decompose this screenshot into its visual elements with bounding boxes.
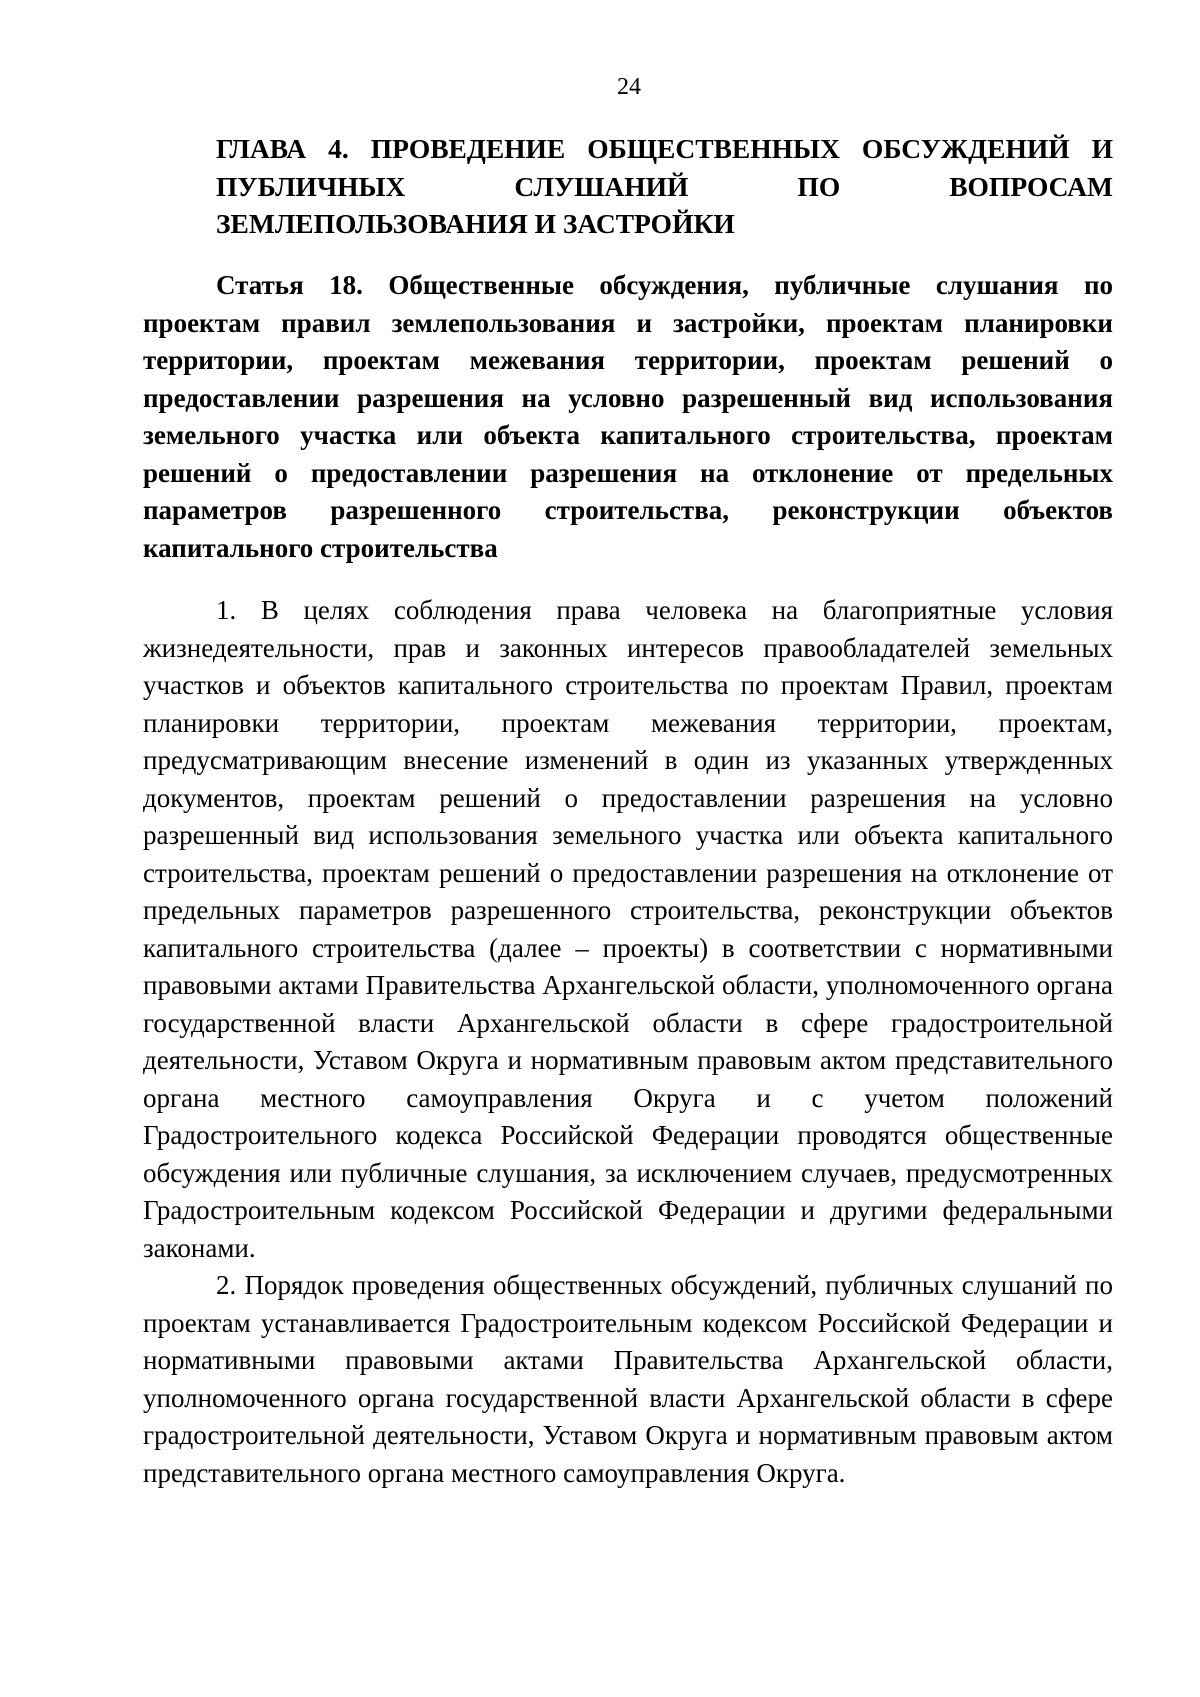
article-title: Статья 18. Общественные обсуждения, публичные слушания по проектам правил землепользования и застройки, проектам планировки территории, проектам межевания территории, проектам решений о предоставлении разрешения на условно разрешенный вид использования земельного участка или объекта капитального строительства, проектам решений о предоставлении разрешения на отклонение от предельных параметров разрешенного строительства, реконструкции объектов капитального строительства xyxy=(143,270,1113,563)
article-body xyxy=(143,592,1113,1492)
chapter-title: ГЛАВА 4. ПРОВЕДЕНИЕ ОБЩЕСТВЕННЫХ ОБСУЖДЕНИЙ И ПУБЛИЧНЫХ СЛУШАНИЙ ПО ВОПРОСАМ ЗЕМЛЕПОЛЬЗОВАНИЯ И ЗАСТРОЙКИ xyxy=(216,133,1113,239)
page-number: 24 xyxy=(617,74,641,100)
paragraph-2: 2. Порядок проведения общественных обсуждений, публичных слушаний по проектам устанавливается Градостроительным кодексом Российской Федерации и нормативными правовыми актами Правительства Архангельской области, уполномоченного органа государственной власти Архангельской области в сфере градостроительной деятельности, Уставом Округа и нормативным правовым актом представительного органа местного самоуправления Округа. xyxy=(143,1270,1113,1488)
paragraph-1: 1. В целях соблюдения права человека на благоприятные условия жизнедеятельности, прав и законных интересов правообладателей земельных участков и объектов капитального строительства по проектам Правил, проектам планировки территории, проектам межевания территории, проектам, предусматривающим внесение изменений в один из указанных утвержденных документов, проектам решений о предоставлении разрешения на условно разрешенный вид использования земельного участка или объекта капитального строительства, проектам решений о предоставлении разрешения на отклонение от предельных параметров разрешенного строительства, реконструкции объектов капитального строительства (далее – проекты) в соответствии с нормативными правовыми актами Правительства Архангельской области, уполномоченного органа государственной власти Архангельской области в сфере градостроительной деятельности, Уставом Округа и нормативным правовым актом представительного органа местного самоуправления Округа и с учетом положений Градостроительного кодекса Российской Федерации проводятся общественные обсуждения или публичные слушания, за исключением случаев, предусмотренных Градостроительным кодексом Российской Федерации и другими федеральными законами. xyxy=(143,595,1113,1263)
